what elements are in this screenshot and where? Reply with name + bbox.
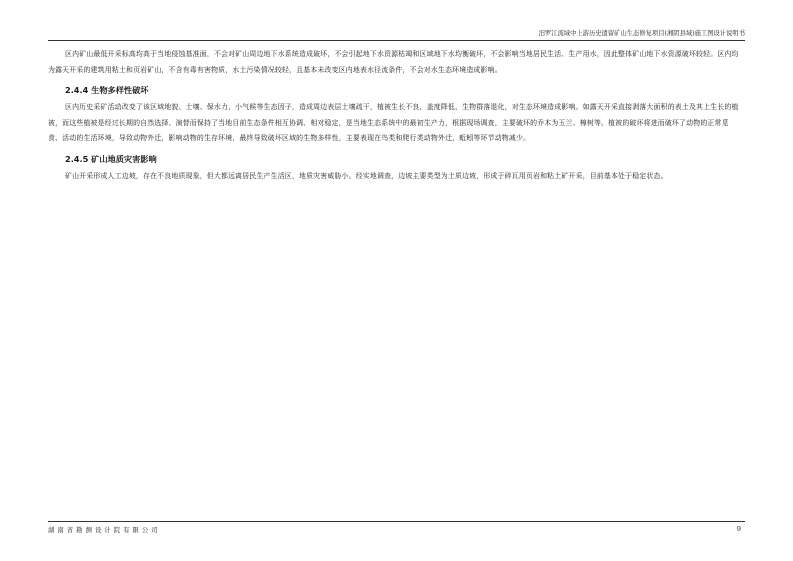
page-header: [48, 30, 745, 41]
section-heading: 2.4.4 生物多样性破坏: [65, 85, 149, 95]
section-paragraph: 区内历史采矿活动改变了该区域地貌、土壤、保水力，小气候等生态因子，造成周边表层土壤疏干，植被生长不良，盖度降低，生物群落退化，对生态环境造成影响。如露天开采直接剥落大面积的表土及其上生长的植被，而这些植被是经过长期的自然选择、演替而保持了当地目前生态条件相互协调、相对稳定，是当地生态系统中的最初生产力，根据现场调查，主要破坏的乔木为玉兰、樟树等。植被的破坏将进而破坏了动物的正常觅食、活动的生活环境，导致动物外迁，影响动物的生存环境，最终导致破坏区域的生物多样性，主要表现在鸟类和爬行类动物外迁，蚯蚓等环节动物减少。: [48, 103, 739, 142]
section-heading: 2.4.5 矿山地质灾害影响: [65, 153, 157, 164]
intro-paragraph: 区内矿山最低开采标高均高于当地侵蚀基准面，不会对矿山周边地下水系统造成破坏，不会引起地下水资源枯竭和区域地下水均衡破坏，不会影响当地居民生活、生产用水，因此整体矿山地下水资源破坏较轻。区内均为露天开采的建筑用粘土和页岩矿山，不含有毒有害物质，水土污染情况较轻，且基本未改变区内地表水径流条件，不会对水生态环境造成影响。: [48, 50, 739, 74]
document-body: [48, 47, 740, 184]
page-number: 9: [736, 525, 741, 533]
section-geological-hazard: [48, 152, 740, 185]
page-footer: [48, 521, 745, 534]
company-name: 湖南省勘测设计院有限公司: [48, 526, 161, 534]
section-paragraph: 矿山开采形成人工边坡，存在不良地质现象，但大都远离居民生产生活区，地质灾害威胁小。经实地调查，边坡主要类型为土质边坡，形成于碎瓦用页岩和粘土矿开采，目前基本处于稳定状态。: [65, 171, 668, 180]
section-biodiversity: [48, 83, 740, 147]
document-title: 汨罗江流域中上游历史遗留矿山生态修复项目(湘阴县域)施工图设计说明书: [538, 30, 745, 37]
